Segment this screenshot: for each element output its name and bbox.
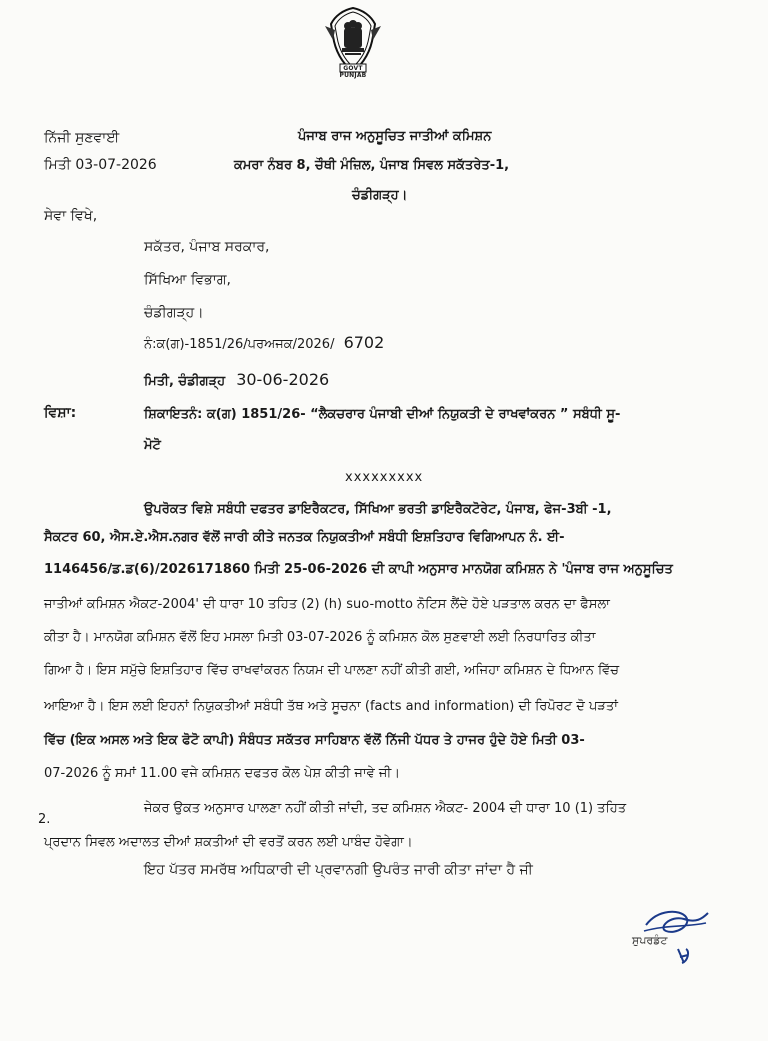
body-p1-line-4: ਜਾਤੀਆਂ ਕਮਿਸ਼ਨ ਐਕਟ-2004' ਦੀ ਧਾਰਾ 10 ਤਹਿਤ (2) (h) suo-motto ਨੋਟਿਸ ਲੈਂਦੇ ਹੋਏ ਪੜਤਾਲ ਕਰਨ ਦਾ ਫੈਸਲਾ [44, 597, 610, 612]
reference-number-suffix: 6702 [343, 333, 385, 352]
separator: xxxxxxxxx [345, 470, 424, 485]
recipient-line-2: ਸਿੱਖਿਆ ਵਿਭਾਗ, [144, 272, 231, 288]
org-address: ਕਮਰਾ ਨੰਬਰ 8, ਚੌਥੀ ਮੰਜ਼ਿਲ, ਪੰਜਾਬ ਸਿਵਲ ਸਕੱਤਰੇਤ-1, [234, 158, 510, 173]
emblem-caption: GOVT PUNJAB [339, 65, 367, 79]
salutation: ਸੇਵਾ ਵਿਖੇ, [44, 208, 98, 224]
body-p1-line-6: ਗਿਆ ਹੈ। ਇਸ ਸਮੁੱਚੇ ਇਸ਼ਤਿਹਾਰ ਵਿੱਚ ਰਾਖਵਾਂਕਰਨ ਨਿਯਮ ਦੀ ਪਾਲਣਾ ਨਹੀਂ ਕੀਤੀ ਗਈ, ਅਜਿਹਾ ਕਮਿਸ਼ਨ ਦੇ ਧਿਆਨ ਵਿੱਚ [44, 663, 620, 678]
body-p2-line-1: ਜੇਕਰ ਉਕਤ ਅਨੁਸਾਰ ਪਾਲਣਾ ਨਹੀਂ ਕੀਤੀ ਜਾਂਦੀ, ਤਦ ਕਮਿਸ਼ਨ ਐਕਟ- 2004 ਦੀ ਧਾਰਾ 10 (1) ਤਹਿਤ [144, 801, 627, 816]
body-p2-line-2: ਪ੍ਰਦਾਨ ਸਿਵਲ ਅਦਾਲਤ ਦੀਆਂ ਸ਼ਕਤੀਆਂ ਦੀ ਵਰਤੋਂ ਕਰਨ ਲਈ ਪਾਬੰਦ ਹੋਵੇਗਾ। [44, 835, 413, 850]
hearing-date: ਮਿਤੀ 03-07-2026 [44, 157, 157, 173]
subject-line-1: ਸ਼ਿਕਾਇਤਨੰ: ਕ(ਗ) 1851/26- “ਲੈਕਚਰਾਰ ਪੰਜਾਬੀ ਦੀਆਂ ਨਿਯੁਕਤੀ ਦੇ ਰਾਖਵਾਂਕਰਨ ” ਸਬੰਧੀ ਸੂ- [144, 407, 621, 422]
hearing-type: ਨਿੱਜੀ ਸੁਣਵਾਈ [44, 130, 120, 146]
reference-date-value: 30-06-2026 [236, 370, 330, 389]
body-p1-line-9: 07-2026 ਨੂੰ ਸਮਾਂ 11.00 ਵਜੇ ਕਮਿਸ਼ਨ ਦਫਤਰ ਕੋਲ ਪੇਸ਼ ਕੀਤੀ ਜਾਵੇ ਜੀ। [44, 766, 401, 781]
body-p1-line-3: 1146456/ਡ.ਡ(6)/2026171860 ਮਿਤੀ 25-06-2026 ਦੀ ਕਾਪੀ ਅਨੁਸਾਰ ਮਾਨਯੋਗ ਕਮਿਸ਼ਨ ਨੇ 'ਪੰਜਾਬ ਰਾਜ ਅਨੁਸੂਚਿਤ [44, 562, 673, 577]
recipient-line-3: ਚੰਡੀਗੜ੍ਹ। [144, 305, 204, 321]
reference-date [144, 370, 329, 389]
body-p1-line-5: ਕੀਤਾ ਹੈ। ਮਾਨਯੋਗ ਕਮਿਸ਼ਨ ਵੱਲੋਂ ਇਹ ਮਸਲਾ ਮਿਤੀ 03-07-2026 ਨੂੰ ਕਮਿਸ਼ਨ ਕੋਲ ਸੁਣਵਾਈ ਲਈ ਨਿਰਧਾਰਿਤ ਕੀਤਾ [44, 630, 596, 645]
org-city: ਚੰਡੀਗੜ੍ਹ। [352, 188, 408, 203]
body-p2-number: 2. [38, 812, 51, 827]
org-name: ਪੰਜਾਬ ਰਾਜ ਅਨੁਸੂਚਿਤ ਜਾਤੀਆਂ ਕਮਿਸ਼ਨ [298, 129, 492, 144]
subject-label: ਵਿਸ਼ਾ: [44, 405, 77, 421]
body-p1-line-8: ਵਿੱਚ (ਇਕ ਅਸਲ ਅਤੇ ਇਕ ਫੋਟੋ ਕਾਪੀ) ਸੰਬੰਧਤ ਸਕੱਤਰ ਸਾਹਿਬਾਨ ਵੱਲੋਂ ਨਿੱਜੀ ਪੱਧਰ ਤੇ ਹਾਜਰ ਹੁੰਦੇ ਹੋਏ ਮਿਤੀ 03- [44, 733, 585, 748]
reference-number-prefix: ਨੰ:ਕ(ਗ)-1851/26/ਪਰਅਜਕ/2026/ [144, 337, 335, 352]
body-p1-line-1: ਉਪਰੋਕਤ ਵਿਸ਼ੇ ਸਬੰਧੀ ਦਫਤਰ ਡਾਇਰੈਕਟਰ, ਸਿੱਖਿਆ ਭਰਤੀ ਡਾਇਰੈਕਟੋਰੇਟ, ਪੰਜਾਬ, ਫੇਜ-3ਬੀ -1, [144, 502, 612, 517]
subject-line-2: ਮੋਟੋ [144, 438, 161, 453]
closing-line: ਇਹ ਪੱਤਰ ਸਮਰੱਥ ਅਧਿਕਾਰੀ ਦੀ ਪ੍ਰਵਾਨਗੀ ਉਪਰੰਤ ਜਾਰੀ ਕੀਤਾ ਜਾਂਦਾ ਹੈ ਜੀ [144, 862, 533, 878]
recipient-line-1: ਸਕੱਤਰ, ਪੰਜਾਬ ਸਰਕਾਰ, [144, 239, 270, 255]
body-p1-line-7: ਆਇਆ ਹੈ। ਇਸ ਲਈ ਇਹਨਾਂ ਨਿਯੁਕਤੀਆਂ ਸਬੰਧੀ ਤੱਥ ਅਤੇ ਸੂਚਨਾ (facts and information) ਦੀ ਰਿਪੋਰਟ ਦੋ ਪੜਤਾਂ [44, 699, 618, 714]
reference-date-prefix: ਮਿਤੀ, ਚੰਡੀਗੜ੍ਹ [144, 374, 226, 389]
reference-number [144, 333, 384, 352]
body-p1-line-2: ਸੈਕਟਰ 60, ਐਸ.ਏ.ਐਸ.ਨਗਰ ਵੱਲੋਂ ਜਾਰੀ ਕੀਤੇ ਜਨਤਕ ਨਿਯੁਕਤੀਆਂ ਸਬੰਧੀ ਇਸ਼ਤਿਹਾਰ ਵਿਗਿਆਪਨ ਨੰ. ਈ- [44, 530, 565, 545]
signatory-designation: ਸੁਪਰਡੰਟ [632, 934, 668, 947]
